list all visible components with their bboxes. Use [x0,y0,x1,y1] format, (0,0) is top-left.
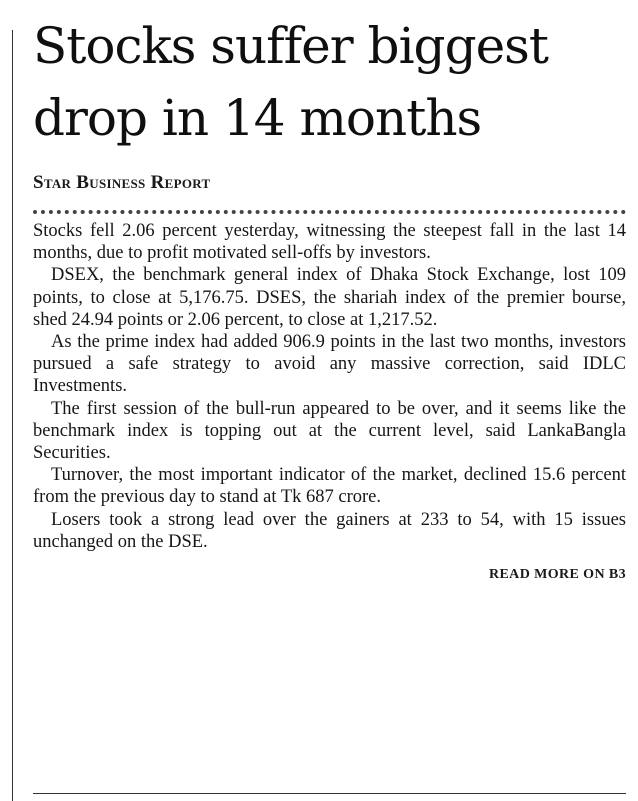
paragraph-2: DSEX, the benchmark general index of Dhaka Stock Exchange, lost 109 points, to close at 5,176.75. DSES, the shariah index of the premier bourse, shed 24.94 points or 2.06 percent, to close at 1,217.52. [33,265,626,330]
paragraph-4: The first session of the bull-run appeared to be over, and it seems like the benchmark index is topping out at the current level, said LankaBangla Securities. [33,398,626,464]
bottom-rule [33,793,626,794]
news-article [33,10,626,583]
headline: Stocks suffer biggest drop in 14 months [33,17,548,147]
article-body [33,220,626,553]
dotted-divider [33,210,626,214]
paragraph-1: Stocks fell 2.06 percent yesterday, witnessing the steepest fall in the last 14 months, due to profit motivated sell-offs by investors. [33,221,626,264]
paragraph-6: Losers took a strong lead over the gainers at 233 to 54, with 15 issues unchanged on the DSE. [33,509,626,552]
paragraph-5: Turnover, the most important indicator of the market, declined 15.6 percent from the previous day to stand at Tk 687 crore. [33,465,626,508]
byline: Star Business Report [33,172,211,193]
read-more-link[interactable]: READ MORE ON B3 [488,567,626,583]
left-column-rule [12,30,13,801]
paragraph-3: As the prime index had added 906.9 points in the last two months, investors pursued a safe strategy to avoid any massive correction, said IDLC Investments. [33,332,626,397]
